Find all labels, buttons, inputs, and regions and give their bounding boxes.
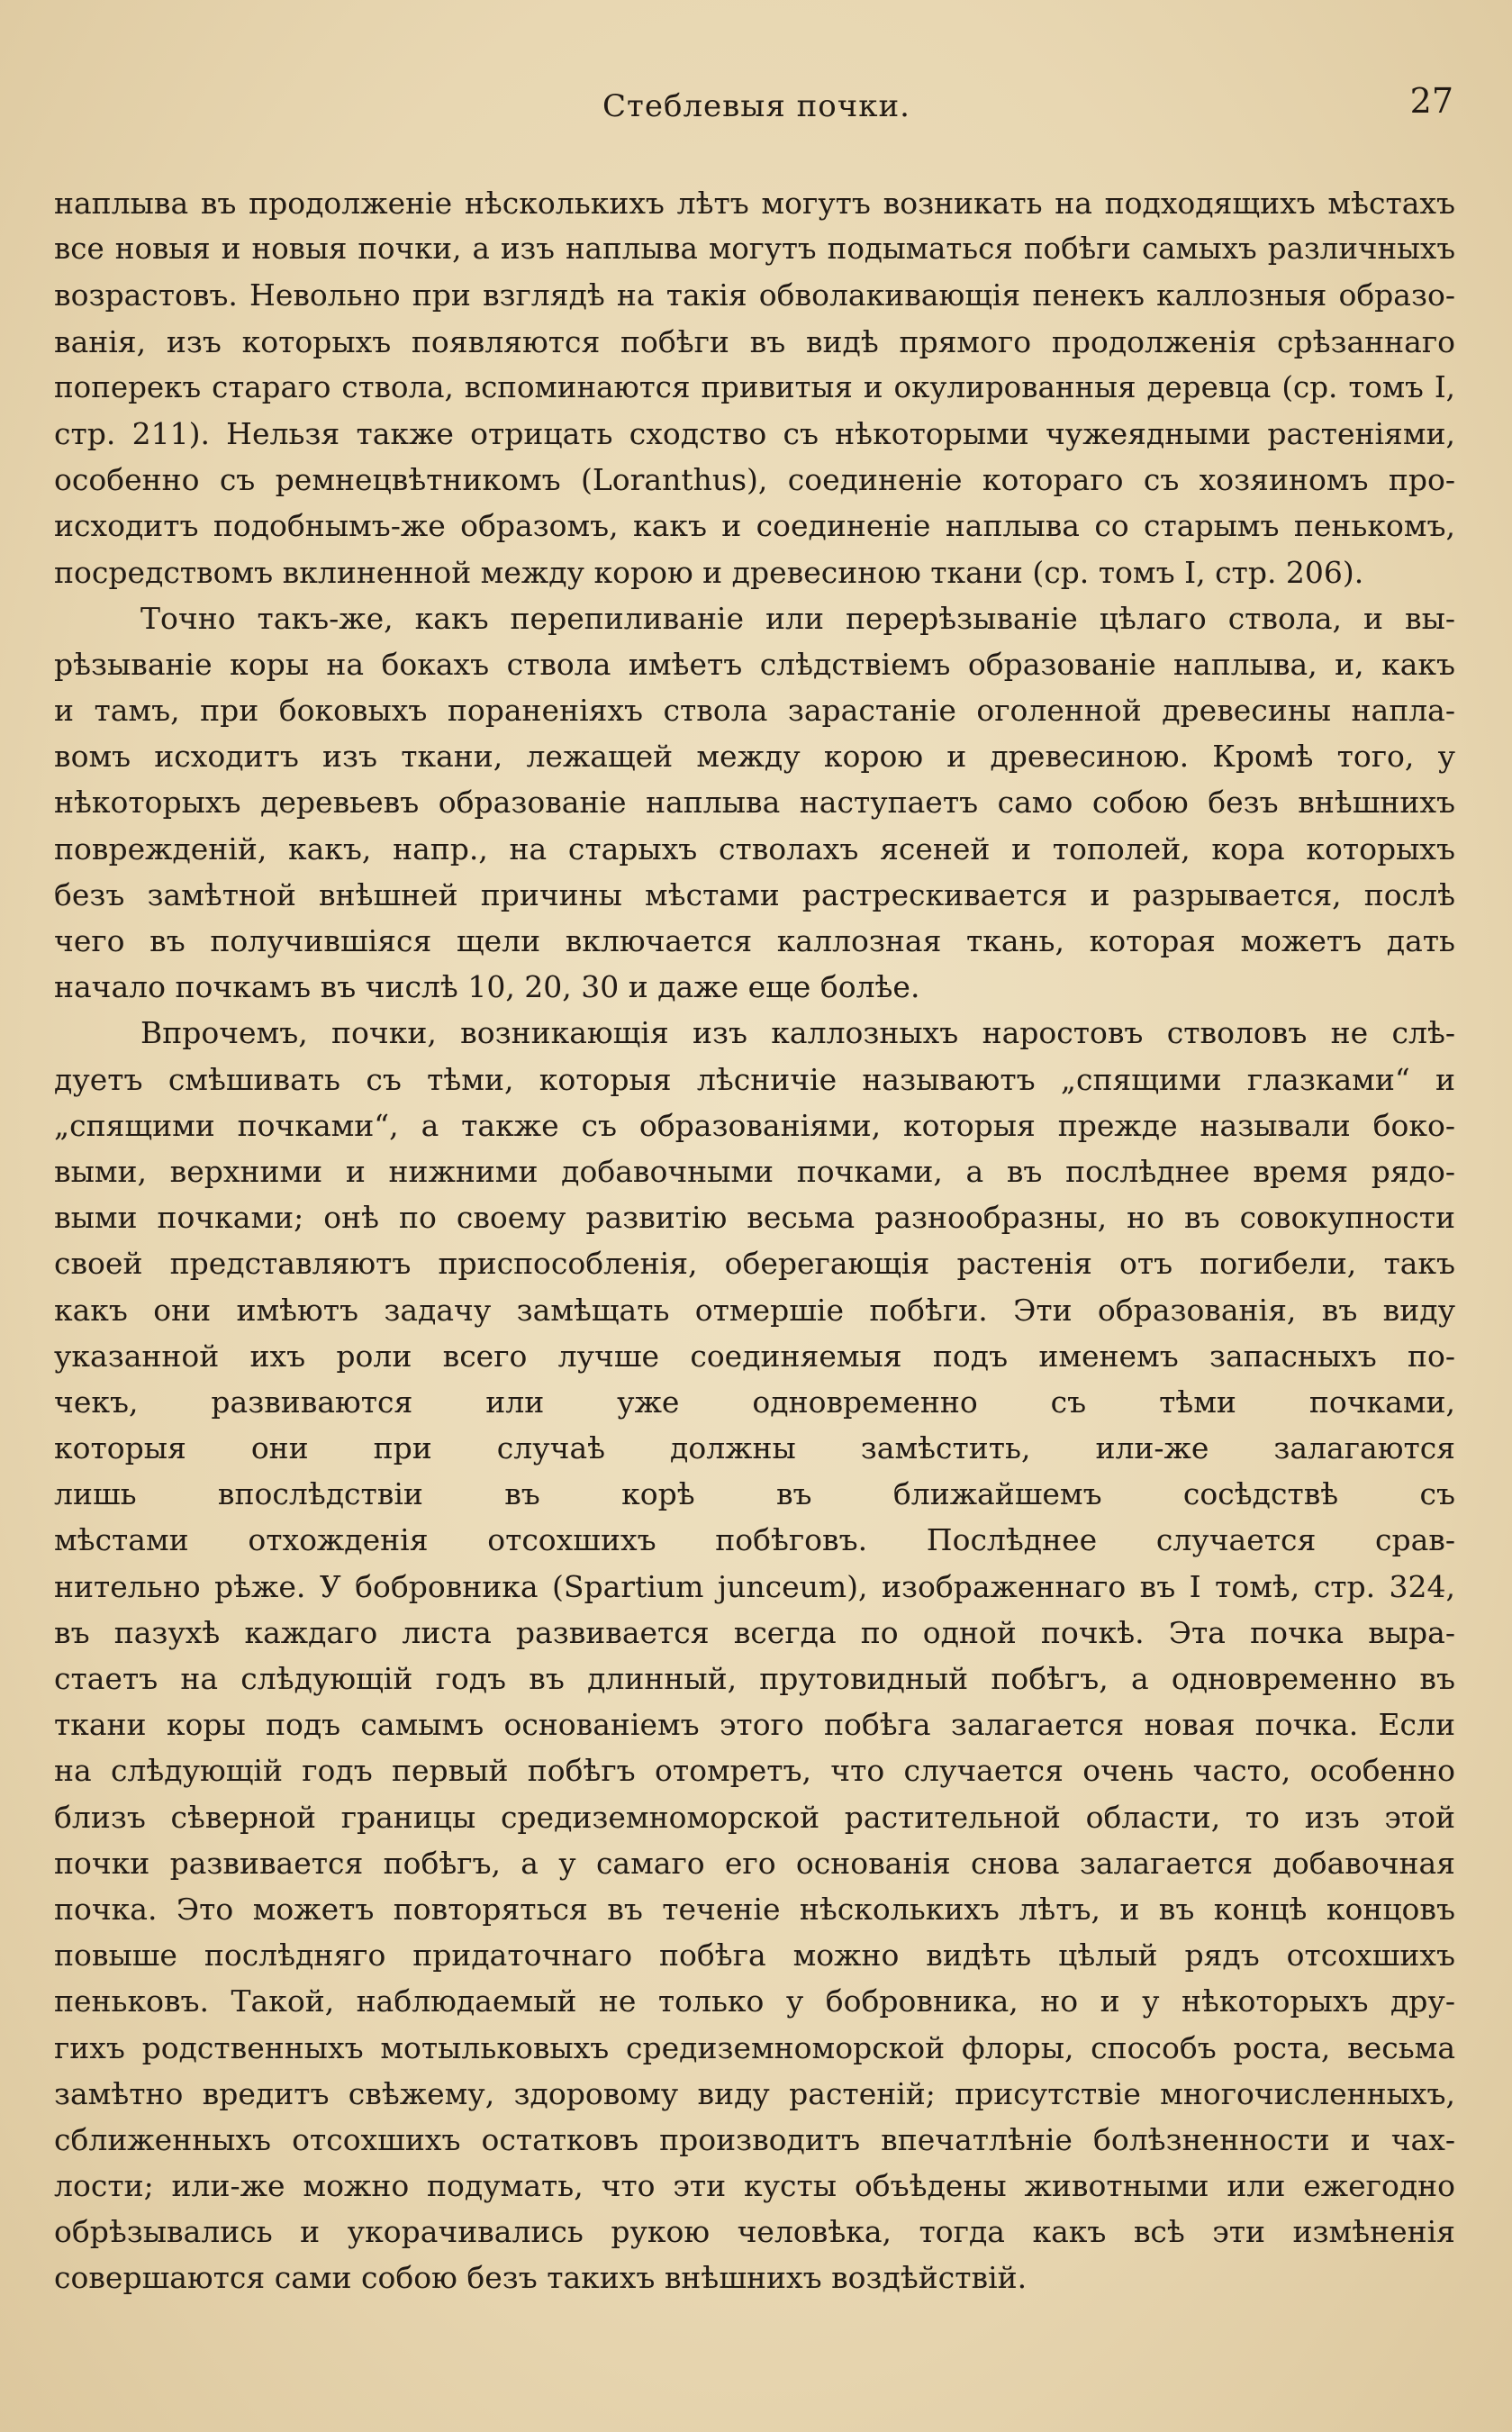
text-line: поврежденій, какъ, напр., на старыхъ стволахъ ясеней и тополей, кора которыхъ xyxy=(54,830,1455,867)
text-line: Точно такъ-же, какъ перепиливаніе или перерѣзываніе цѣлаго ствола, и вы- xyxy=(140,600,1455,636)
text-line: почка. Это можетъ повторяться въ теченіе нѣсколькихъ лѣтъ, и въ концѣ концовъ xyxy=(54,1891,1455,1927)
text-line: обрѣзывались и укорачивались рукою человѣка, тогда какъ всѣ эти измѣненія xyxy=(54,2214,1455,2250)
text-line: своей представляютъ приспособленія, оберегающія растенія отъ погибели, такъ xyxy=(54,1246,1455,1282)
text-line: нительно рѣже. У бобровника (Spartium junceum), изображеннаго въ I томѣ, стр. 324, xyxy=(54,1568,1455,1604)
text-line: исходитъ подобнымъ-же образомъ, какъ и соединеніе наплыва со старымъ пенькомъ, xyxy=(54,508,1455,544)
text-line: стаетъ на слѣдующій годъ въ длинный, прутовидный побѣгъ, а одновременно въ xyxy=(54,1661,1455,1696)
text-line: вомъ исходитъ изъ ткани, лежащей между корою и древесиною. Кромѣ того, у xyxy=(54,739,1455,775)
text-line: какъ они имѣютъ задачу замѣщать отмершіе побѣги. Эти образованія, въ виду xyxy=(54,1292,1455,1328)
text-line: близъ сѣверной границы средиземноморской растительной области, то изъ этой xyxy=(54,1799,1455,1835)
text-line: ванія, изъ которыхъ появляются побѣги въ видѣ прямого продолженія срѣзаннаго xyxy=(54,323,1455,359)
page-number: 27 xyxy=(1409,81,1453,121)
text-line: нѣкоторыхъ деревьевъ образованіе наплыва наступаетъ само собою безъ внѣшнихъ xyxy=(54,785,1455,821)
text-line: безъ замѣтной внѣшней причины мѣстами растрескивается и разрывается, послѣ xyxy=(54,876,1455,912)
text-line: наплыва въ продолженіе нѣсколькихъ лѣтъ могутъ возникать на подходящихъ мѣстахъ xyxy=(54,186,1455,221)
text-line: указанной ихъ роли всего лучше соединяемыя подъ именемъ запасныхъ по- xyxy=(54,1338,1455,1374)
text-line: мѣстами отхожденія отсохшихъ побѣговъ. Послѣднее случается срав- xyxy=(54,1522,1455,1558)
text-line: повыше послѣдняго придаточнаго побѣга можно видѣть цѣлый рядъ отсохшихъ xyxy=(54,1937,1455,1974)
text-line: особенно съ ремнецвѣтникомъ (Loranthus), соединеніе котораго съ хозяиномъ про- xyxy=(54,462,1455,498)
text-line: чего въ получившіяся щели включается каллозная ткань, которая можетъ дать xyxy=(54,923,1455,958)
text-line: посредствомъ вклиненной между корою и древесиною ткани (ср. томъ I, стр. 206). xyxy=(54,554,1364,590)
text-line: поперекъ стараго ствола, вспоминаются привитыя и окулированныя деревца (ср. томъ I, xyxy=(54,369,1455,404)
page-header xyxy=(54,81,1459,135)
text-line: стр. 211). Нельзя также отрицать сходство съ нѣкоторыми чужеядными растеніями, xyxy=(54,415,1455,451)
text-line: рѣзываніе коры на бокахъ ствола имѣетъ слѣдствіемъ образованіе наплыва, и, какъ xyxy=(54,646,1455,682)
text-line: гихъ родственныхъ мотыльковыхъ средиземноморской флоры, способъ роста, весьма xyxy=(54,2029,1455,2065)
text-line: „спящими почками“, а также съ образованіями, которыя прежде называли боко- xyxy=(54,1107,1455,1143)
text-line: начало почкамъ въ числѣ 10, 20, 30 и даже еще болѣе. xyxy=(54,969,920,1005)
running-title: Стеблевыя почки. xyxy=(602,88,910,124)
text-line: которыя они при случаѣ должны замѣстить, или-же залагаются xyxy=(54,1430,1455,1466)
text-line: выми почками; онѣ по своему развитію весьма разнообразны, но въ совокупности xyxy=(54,1200,1455,1236)
text-line: сближенныхъ отсохшихъ остатковъ производитъ впечатлѣніе болѣзненности и чах- xyxy=(54,2121,1455,2157)
text-line: почки развивается побѣгъ, а у самаго его основанія снова залагается добавочная xyxy=(54,1845,1455,1881)
text-line: дуетъ смѣшивать съ тѣми, которыя лѣсничіе называютъ „спящими глазками“ и xyxy=(54,1061,1455,1097)
text-line: ткани коры подъ самымъ основаніемъ этого побѣга залагается новая почка. Если xyxy=(54,1707,1455,1743)
text-line: замѣтно вредитъ свѣжему, здоровому виду растеній; присутствіе многочисленныхъ, xyxy=(54,2075,1455,2111)
text-line: на слѣдующій годъ первый побѣгъ отомретъ, что случается очень часто, особенно xyxy=(54,1753,1455,1789)
text-line: въ пазухѣ каждаго листа развивается всегда по одной почкѣ. Эта почка выра- xyxy=(54,1614,1455,1650)
text-line: лости; или-же можно подумать, что эти кусты объѣдены животными или ежегодно xyxy=(54,2168,1455,2204)
text-line: и тамъ, при боковыхъ пораненіяхъ ствола зарастаніе оголенной древесины напла- xyxy=(54,693,1455,729)
text-line: чекъ, развиваются или уже одновременно съ тѣми почками, xyxy=(54,1384,1455,1420)
text-line: возрастовъ. Невольно при взглядѣ на такія обволакивающія пенекъ каллозныя образо- xyxy=(54,277,1455,313)
text-line: пеньковъ. Такой, наблюдаемый не только у бобровника, но и у нѣкоторыхъ дру- xyxy=(54,1983,1455,2019)
text-line: совершаются сами собою безъ такихъ внѣшнихъ воздѣйствій. xyxy=(54,2260,1028,2296)
text-line: лишь впослѣдствіи въ корѣ въ ближайшемъ сосѣдствѣ съ xyxy=(54,1476,1455,1512)
body-text xyxy=(54,180,1455,2301)
text-line: все новыя и новыя почки, а изъ наплыва могутъ подыматься побѣги самыхъ различныхъ xyxy=(54,231,1455,267)
text-line: выми, верхними и нижними добавочными почками, а въ послѣднее время рядо- xyxy=(54,1153,1455,1189)
text-line: Впрочемъ, почки, возникающія изъ каллозныхъ наростовъ стволовъ не слѣ- xyxy=(140,1015,1455,1051)
